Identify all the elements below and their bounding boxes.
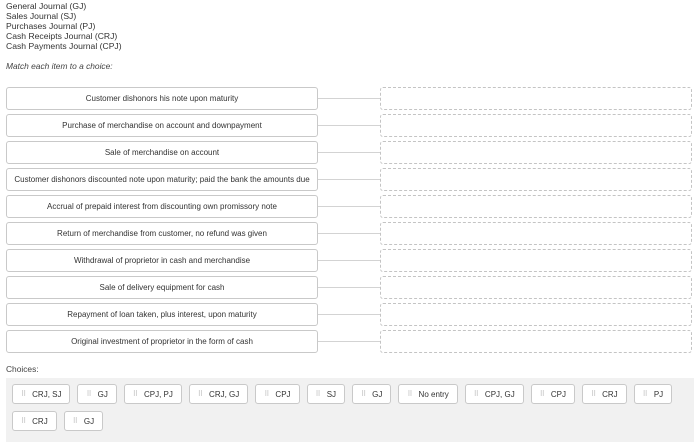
choice-chip[interactable] <box>634 384 672 404</box>
match-row <box>6 87 694 110</box>
drop-target[interactable] <box>380 249 692 272</box>
drop-target[interactable] <box>380 303 692 326</box>
match-item: Sale of merchandise on account <box>6 141 318 164</box>
choice-chip[interactable] <box>12 411 57 431</box>
journal-legend <box>6 1 122 51</box>
match-rows <box>6 87 694 357</box>
choice-chip[interactable] <box>307 384 345 404</box>
connector-line <box>318 98 380 99</box>
connector-line <box>318 152 380 153</box>
legend-line: Cash Payments Journal (CPJ) <box>6 41 122 51</box>
match-item: Accrual of prepaid interest from discounting own promissory note <box>6 195 318 218</box>
connector-line <box>318 206 380 207</box>
connector-line <box>318 125 380 126</box>
drop-target[interactable] <box>380 168 692 191</box>
drag-handle-icon: ⠿ <box>642 391 647 398</box>
match-item: Repayment of loan taken, plus interest, upon maturity <box>6 303 318 326</box>
match-row <box>6 114 694 137</box>
drag-handle-icon: ⠿ <box>197 391 203 398</box>
drop-target[interactable] <box>380 87 692 110</box>
connector-line <box>318 287 380 288</box>
drop-target[interactable] <box>380 330 692 353</box>
match-item: Customer dishonors his note upon maturity <box>6 87 318 110</box>
choice-chip[interactable] <box>12 384 70 404</box>
match-row <box>6 141 694 164</box>
choice-chip[interactable] <box>465 384 524 404</box>
legend-line: Cash Receipts Journal (CRJ) <box>6 31 118 41</box>
drag-handle-icon: ⠿ <box>264 391 269 398</box>
drag-handle-icon: ⠿ <box>407 391 412 398</box>
choices-label: Choices: <box>6 364 39 374</box>
instruction-text: Match each item to a choice: <box>6 61 113 71</box>
choice-chip[interactable] <box>531 384 575 404</box>
drag-handle-icon: ⠿ <box>590 391 596 398</box>
connector-line <box>318 341 380 342</box>
match-row <box>6 330 694 353</box>
choice-label: CPJ, PJ <box>144 389 173 399</box>
choice-label: GJ <box>97 389 108 399</box>
drag-handle-icon: ⠿ <box>132 391 137 398</box>
drag-handle-icon: ⠿ <box>473 391 478 398</box>
choice-label: PJ <box>653 389 664 399</box>
drag-handle-icon: ⠿ <box>86 391 91 398</box>
match-row <box>6 222 694 245</box>
match-item: Customer dishonors discounted note upon maturity; paid the bank the amounts due <box>6 168 318 191</box>
drop-target[interactable] <box>380 222 692 245</box>
match-item: Sale of delivery equipment for cash <box>6 276 318 299</box>
drag-handle-icon: ⠿ <box>539 391 544 398</box>
match-row <box>6 168 694 191</box>
drag-handle-icon: ⠿ <box>21 418 26 425</box>
drop-target[interactable] <box>380 114 692 137</box>
legend-line: Sales Journal (SJ) <box>6 11 77 21</box>
choice-chip[interactable] <box>64 411 103 431</box>
match-item: Withdrawal of proprietor in cash and merchandise <box>6 249 318 272</box>
choice-chips <box>12 384 694 438</box>
drag-handle-icon: ⠿ <box>361 391 366 398</box>
match-item: Return of merchandise from customer, no refund was given <box>6 222 318 245</box>
drag-handle-icon: ⠿ <box>21 391 26 398</box>
match-row <box>6 276 694 299</box>
choice-label: CRJ <box>602 389 618 399</box>
choice-chip[interactable] <box>77 384 116 404</box>
choice-label: No entry <box>418 389 449 399</box>
choice-label: CPJ <box>550 389 566 399</box>
choice-chip[interactable] <box>398 384 457 404</box>
choice-label: CPJ <box>275 389 291 399</box>
drag-handle-icon: ⠿ <box>315 391 320 398</box>
legend-line: General Journal (GJ) <box>6 1 87 11</box>
choice-label: CRJ <box>32 416 48 426</box>
choice-label: CPJ, GJ <box>484 389 515 399</box>
choice-label: GJ <box>83 416 95 426</box>
choice-chip[interactable] <box>352 384 391 404</box>
choice-chip[interactable] <box>124 384 182 404</box>
choice-chip[interactable] <box>255 384 299 404</box>
drop-target[interactable] <box>380 276 692 299</box>
choice-label: CRJ, SJ <box>32 389 62 399</box>
match-item: Original investment of proprietor in the form of cash <box>6 330 318 353</box>
connector-line <box>318 260 380 261</box>
connector-line <box>318 179 380 180</box>
drop-target[interactable] <box>380 141 692 164</box>
choice-label: SJ <box>326 389 337 399</box>
match-row <box>6 195 694 218</box>
choices-panel <box>6 378 694 442</box>
choice-chip[interactable] <box>582 384 627 404</box>
drop-target[interactable] <box>380 195 692 218</box>
choice-label: CRJ, GJ <box>209 389 240 399</box>
match-item: Purchase of merchandise on account and downpayment <box>6 114 318 137</box>
match-row <box>6 303 694 326</box>
legend-line: Purchases Journal (PJ) <box>6 21 96 31</box>
connector-line <box>318 233 380 234</box>
match-row <box>6 249 694 272</box>
drag-handle-icon: ⠿ <box>72 418 77 425</box>
choice-chip[interactable] <box>189 384 248 404</box>
choice-label: GJ <box>372 389 383 399</box>
connector-line <box>318 314 380 315</box>
